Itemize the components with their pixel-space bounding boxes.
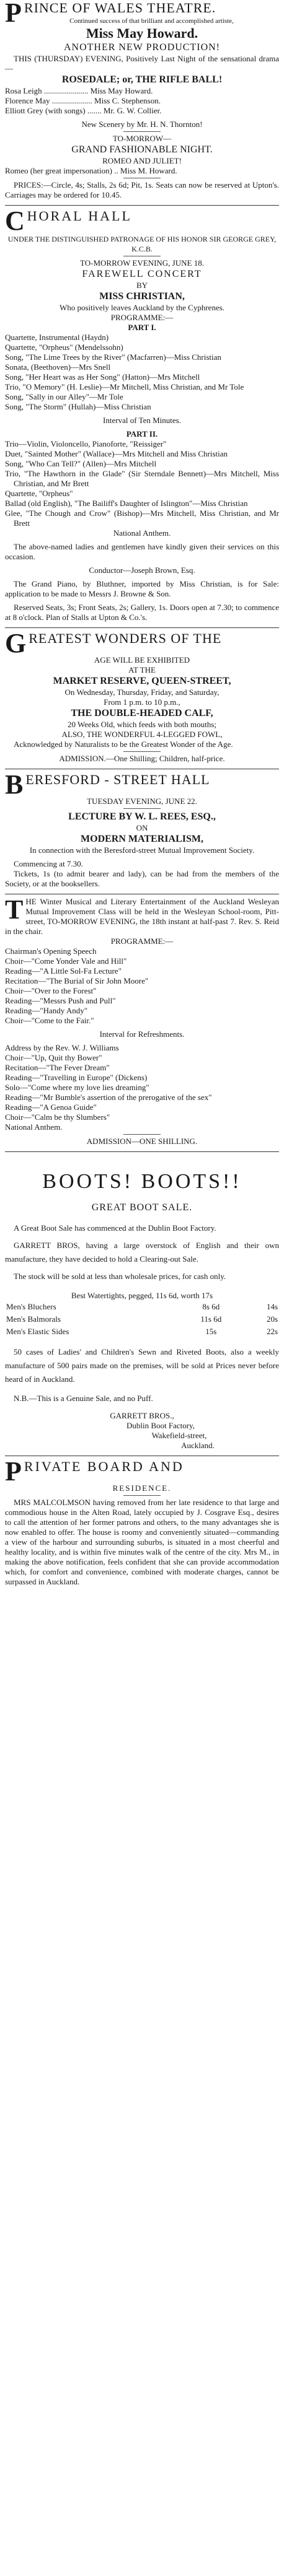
ad-line: Quartette, "Orpheus" (Mendelssohn) [5, 343, 123, 352]
ad-line: THIS (THURSDAY) EVENING, Positively Last Night of the sensational drama— [5, 54, 279, 73]
ad-subtitle: GREAT BOOT SALE. [91, 1202, 193, 1213]
ad-line: On Wednesday, Thursday, Friday, and Saturday, [64, 688, 220, 697]
ad-title: ERESFORD - STREET HALL [25, 772, 210, 787]
ad-line: ALSO, THE WONDERFUL 4-LEGGED FOWL, [61, 730, 223, 739]
ad-paragraph: MRS MALCOLMSON having removed from her late residence to that large and commodious house in the Alten Road, lately occupied by J. Cosgrave Esq., desires to call the attention of her former patrons and others, to the many advantages she is now enabled to offer. The house is roomy and conveniently situated—commanding a view of the harbour and surrounding suburbs, is situated in a most cheerful and healthy locality, and is within five minutes walk of the centre of the city. Mrs M., in making the above notification, feels confident that she can provide accommodation which, for comfort and convenience, combined with moderate charges, cannot be surpassed in Auckland. [5, 1498, 279, 1586]
ad-line: Choir—"Calm be thy Slumbers" [5, 1112, 110, 1122]
ad-title: BOOTS! BOOTS!! [42, 1170, 242, 1193]
ad-line: Trio, "O Memory" (H. Leslie)—Mr Mitchell, Miss Christian, and Mr Tole [5, 382, 244, 391]
ad-line: Reading—"Messrs Push and Pull" [5, 996, 116, 1005]
ad-line: BY [136, 281, 148, 290]
price-item: Men's Balmorals [6, 1314, 61, 1324]
price-worth: 20s [266, 1314, 278, 1324]
ad-line: 20 Weeks Old, which feeds with both mouths; [68, 720, 216, 729]
ad-line: National Anthem. [113, 528, 171, 538]
ad-line: The Grand Piano, by Bluthner, imported by Miss Christian, is for Sale: application to be made to Messrs J. Browne & Son. [5, 579, 279, 598]
ad-greatest-wonders [5, 628, 279, 764]
table-row [5, 1325, 279, 1338]
ad-line: Choir—"Come Yonder Vale and Hill" [5, 956, 127, 966]
ad-line: ADMISSION.—One Shilling; Children, half-price. [59, 754, 225, 763]
drop-cap: B [5, 769, 24, 800]
ad-line: Address by the Rev. W. J. Williams [5, 1043, 119, 1052]
ad-title: HORAL HALL [27, 208, 132, 224]
ad-line: LECTURE BY W. L. REES, ESQ., [68, 811, 216, 822]
table-row [5, 1313, 279, 1325]
ad-line: Song, "Her Heart was as Her Song" (Hatton)—Mrs Mitchell [5, 372, 200, 382]
ad-title: RIVATE BOARD AND [24, 1459, 184, 1474]
ad-line: Glee, "The Chough and Crow" (Bishop)—Mrs Mitchell, Miss Christian, and Mr Brett [5, 509, 279, 528]
drop-cap: P [5, 1456, 22, 1487]
ad-line: Song, "Who Can Tell?" (Allen)—Mrs Mitchell [5, 459, 157, 468]
ad-line: ADMISSION—ONE SHILLING. [86, 1137, 198, 1146]
ad-title: RINCE OF WALES THEATRE. [24, 0, 216, 15]
ad-line: UNDER THE DISTINGUISHED PATRONAGE OF HIS HONOR SIR GEORGE GREY, K.C.B. [7, 235, 277, 253]
ad-line: ROMEO AND JULIET! [102, 156, 182, 165]
table-row [5, 1301, 279, 1313]
ad-line: MISS CHRISTIAN, [99, 291, 185, 302]
signature: Wakefield-street, [151, 1431, 207, 1440]
ad-line: Commencing at 7.30. [14, 859, 83, 868]
price-heading: Best Watertights, pegged, 11s 6d, worth 17s [71, 1291, 213, 1300]
ad-line: Interval for Refreshments. [99, 1029, 185, 1039]
drop-cap: G [5, 628, 27, 658]
ad-line: The above-named ladies and gentlemen have kindly given their services on this occasion. [5, 542, 279, 561]
ad-line: Tickets, 1s (to admit bearer and lady), can be had from the members of the Society, or at the booksellers. [5, 869, 279, 888]
ad-line: Recitation—"The Fever Dream" [5, 1063, 110, 1072]
ad-line: Interval of Ten Minutes. [103, 416, 181, 425]
ad-line: Reading—"A Genoa Guide" [5, 1102, 97, 1112]
divider [5, 627, 279, 628]
ad-line: MARKET RESERVE, QUEEN-STREET, [53, 676, 231, 686]
price-sale: 11s 6d [200, 1314, 222, 1324]
ad-private-board [5, 1456, 279, 1587]
ad-line: Choir—"Come to the Fair." [5, 1016, 94, 1025]
ad-paragraph: The stock will be sold at less than wholesale prices, for cash only. [14, 1272, 226, 1281]
ad-line: PART I. [128, 323, 156, 332]
price-table [5, 1301, 279, 1338]
ad-line: Continued success of that brilliant and accomplished artiste, [69, 17, 234, 25]
ad-line: PROGRAMME:— [110, 313, 174, 322]
ad-line: Song, "The Storm" (Hullah)—Miss Christian [5, 402, 151, 411]
ad-line: Recitation—"The Burial of Sir John Moore" [5, 976, 149, 985]
ad-line: Reading—"Travelling in Europe" (Dickens) [5, 1073, 148, 1082]
ad-line: New Scenery by Mr. H. N. Thornton! [81, 120, 203, 129]
drop-cap: T [5, 894, 24, 925]
ad-line: Duet, "Sainted Mother" (Wallace)—Mrs Mitchell and Miss Christian [5, 449, 228, 458]
ad-line: Reading—"Mr Bumble's assertion of the prerogative of the sex" [5, 1093, 212, 1102]
ad-paragraph: N.B.—This is a Genuine Sale, and no Puff. [14, 1394, 153, 1403]
ad-paragraph: 50 cases of Ladies' and Children's Sewn and Riveted Boots, also a weekly manufacture of 500 pairs made on the premises, will be sold at Prices never before heard of in Auckland. [5, 1347, 279, 1384]
ad-line: TUESDAY EVENING, JUNE 22. [87, 797, 197, 806]
price-item: Men's Elastic Sides [6, 1327, 69, 1336]
ad-subtitle: RESIDENCE. [112, 1483, 172, 1493]
divider [5, 1151, 279, 1152]
ad-line: Song, "Sally in our Alley"—Mr Tole [5, 392, 123, 401]
ad-line: AGE WILL BE EXHIBITED [94, 655, 190, 665]
ad-paragraph: GARRETT BROS, having a large overstock of English and their own manufacture, they have decided to hold a Clearing-out Sale. [5, 1241, 279, 1264]
ad-line: MODERN MATERIALISM, [81, 834, 203, 844]
ad-line: Song, "The Lime Trees by the River" (Macfarren)—Miss Christian [5, 352, 221, 362]
ad-line: Trio, "The Hawthorn in the Glade" (Sir Sterndale Bennett)—Mrs Mitchell, Miss Christian, and Mr Brett [5, 469, 279, 488]
ad-line: TO-MORROW— [112, 134, 172, 143]
ad-line: ROSEDALE; or, THE RIFLE BALL! [61, 74, 223, 85]
ad-line: Reserved Seats, 3s; Front Seats, 2s; Gallery, 1s. Doors open at 7.30; to commence at 8 o'clock. Plan of Stalls at Upton & Co.'s. [5, 603, 279, 622]
ad-line: Choir—"Up, Quit thy Bower" [5, 1053, 102, 1062]
signature: Dublin Boot Factory, [126, 1421, 195, 1430]
ad-line: Rosa Leigh ...................... Miss May Howard. [5, 86, 153, 95]
ad-line: Chairman's Opening Speech [5, 946, 97, 956]
ad-line: Trio—Violin, Violoncello, Pianoforte, "Reissiger" [5, 439, 167, 448]
divider [5, 205, 279, 206]
ad-line: THE DOUBLE-HEADED CALF, [71, 708, 213, 718]
ad-line: Solo—"Come where my love lies dreaming" [5, 1083, 149, 1092]
ad-line: National Anthem. [5, 1122, 63, 1132]
ad-line: AT THE [128, 665, 156, 675]
ad-choral-hall [5, 208, 279, 622]
price-worth: 22s [266, 1327, 278, 1336]
price-sale: 15s [205, 1327, 217, 1336]
ad-line: PART II. [126, 429, 158, 439]
ad-line: ANOTHER NEW PRODUCTION! [63, 42, 221, 53]
ad-boots [5, 1155, 279, 1451]
ad-line: ON [136, 823, 148, 832]
ad-line: Reading—"Handy Andy" [5, 1006, 88, 1015]
price-item: Men's Bluchers [6, 1302, 56, 1311]
ad-line: In connection with the Beresford-street Mutual Improvement Society. [29, 845, 255, 855]
ad-line: FAREWELL CONCERT [82, 269, 202, 279]
ad-line: Ballad (old English), "The Bailiff's Daughter of Islington"—Miss Christian [5, 499, 248, 508]
ad-winter-musical [5, 894, 279, 1146]
ad-line: GRAND FASHIONABLE NIGHT. [71, 144, 213, 155]
ad-line: Choir—"Over to the Forest" [5, 986, 97, 995]
ad-line: Romeo (her great impersonation) .. Miss M. Howard. [5, 166, 177, 175]
ad-beresford-hall [5, 769, 279, 889]
ad-line: Who positively leaves Auckland by the Cyphrenes. [59, 303, 225, 312]
ad-line: HE Winter Musical and Literary Entertainment of the Auckland Wesleyan Mutual Improvement Class will be held in the Wesleyan School-room, Pitt-street, TO-MORROW EVENING, the 18th instant at half-past 7. Rev. S. Reid in the chair. [5, 897, 279, 936]
newspaper-column [5, 0, 279, 1587]
signature: Auckland. [181, 1441, 215, 1450]
ad-line: PROGRAMME:— [110, 937, 174, 946]
drop-cap: C [5, 206, 25, 236]
ad-line: Sonata, (Beethoven)—Mrs Snell [5, 362, 111, 372]
price-worth: 14s [266, 1302, 278, 1311]
ad-paragraph: A Great Boot Sale has commenced at the Dublin Boot Factory. [14, 1223, 216, 1233]
price-sale: 8s 6d [202, 1302, 220, 1311]
ad-title: REATEST WONDERS OF THE [29, 631, 222, 646]
ad-line: TO-MORROW EVENING, JUNE 18. [80, 258, 204, 268]
ad-line: Acknowledged by Naturalists to be the Greatest Wonder of the Age. [14, 740, 233, 749]
ad-prince-of-wales [5, 0, 279, 200]
ad-line: Miss May Howard. [86, 25, 198, 41]
ad-line: Elliott Grey (with songs) ....... Mr. G. W. Collier. [5, 106, 162, 115]
ad-line: From 1 p.m. to 10 p.m., [104, 697, 180, 707]
ad-line: Quartette, Instrumental (Haydn) [5, 333, 109, 342]
ad-line: Conductor—Joseph Brown, Esq. [89, 565, 195, 575]
ad-line: Quartette, "Orpheus" [5, 489, 73, 498]
ad-line: Florence May .................... Miss C. Stephenson. [5, 96, 161, 105]
signature: GARRETT BROS., [110, 1411, 174, 1420]
drop-cap: P [5, 0, 22, 28]
ad-line: PRICES:—Circle, 4s; Stalls, 2s 6d; Pit, 1s. Seats can now be reserved at Upton's. Carriages may be ordered for 10.45. [5, 180, 279, 199]
ad-line: Reading—"A Little Sol-Fa Lecture" [5, 966, 122, 976]
